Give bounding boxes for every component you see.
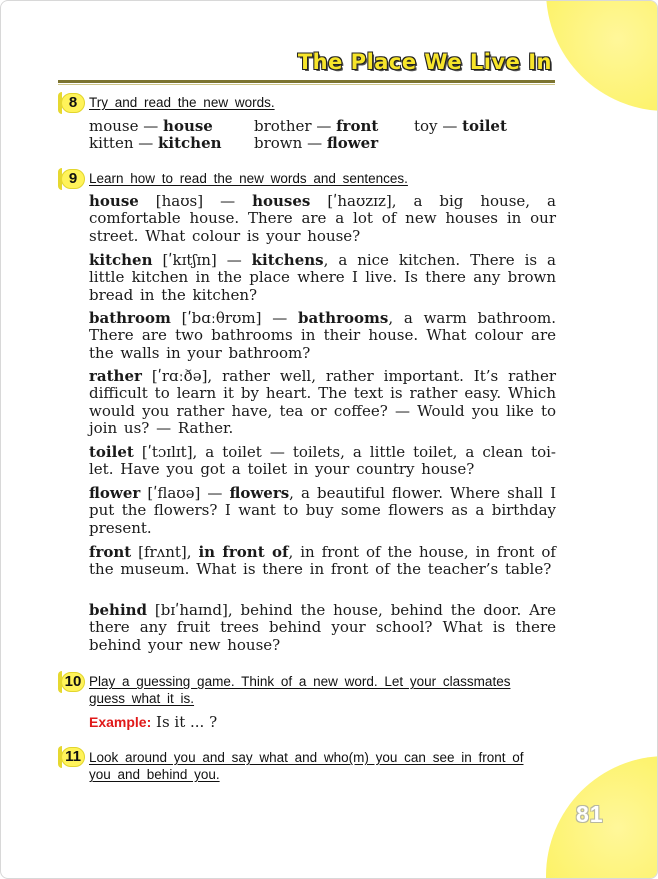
exercise-9-task: Learn how to read the new words and sentences. [89, 171, 408, 186]
vocab-entry-flower: flower [ʹflaʊə] — flowers, a beautiful flower. Where shall I put the flowers? I want to buy some flowers as a birthday present. [89, 484, 556, 537]
word-pair: brother — front [254, 117, 379, 135]
exercise-number-11: 11 [61, 747, 85, 767]
page-title: The Place We Live In [297, 50, 552, 74]
word-pair: kitten — kitchen [89, 134, 222, 152]
exercise-number-8: 8 [61, 93, 85, 113]
exercise-number-9: 9 [61, 169, 85, 189]
vocab-entry-house: house [haʊs] — houses [ʹhaʊzɪz], a big house, a comfortable house. There are a lot of new houses in our street. What colour is your house? [89, 192, 556, 245]
vocab-entry-front: front [frʌnt], in front of, in front of the house, in front of the museum. What is there in front of the teacher’s table? [89, 543, 556, 579]
example-text: Is it ... ? [151, 713, 218, 731]
exercise-8-task: Try and read the new words. [89, 95, 275, 110]
vocab-entry-toilet: toilet [ʹtɔɪlɪt], a toilet — toilets, a little toilet, a clean toilet. Have you got a toilet in your country house? [89, 443, 556, 479]
word-pair: mouse — house [89, 117, 213, 135]
vocab-entry-bathroom: bathroom [ʹbɑːθrʊm] — bathrooms, a warm bathroom. There are two bathrooms in their house. What colour are the walls in your bathroom? [89, 309, 556, 362]
title-rule-thin [58, 84, 555, 85]
word-pair: toy — toilet [414, 117, 507, 135]
example-label: Example: [89, 714, 152, 730]
word-pair: brown — flower [254, 134, 379, 152]
page-number: 81 [576, 801, 604, 827]
vocab-entry-behind: behind [bɪʹhaɪnd], behind the house, behind the door. Are there any fruit trees behind your school? What is there behind your new house? [89, 601, 556, 654]
exercise-11-task: Look around you and say what and who(m) you can see in front of you and behind you. [89, 750, 524, 782]
exercise-10-example [89, 713, 217, 731]
vocab-entry-kitchen: kitchen [ʹkɪtʃɪn] — kitchens, a nice kitchen. There is a little kitchen in the place where I live. Is there any brown bread in the kitchen? [89, 251, 556, 304]
yellow-corner-decoration-top [546, 0, 658, 111]
exercise-number-10: 10 [61, 672, 85, 692]
vocab-entry-rather: rather [ʹrɑːðə], rather well, rather important. It’s rather difficult to learn it by heart. The text is rather easy. Which would you rather have, tea or coffee? — Would you like to join us? — Rather. [89, 367, 556, 437]
title-rule [58, 80, 555, 83]
exercise-10-task: Play a guessing game. Think of a new word. Let your classmates guess what it is. [89, 674, 511, 706]
